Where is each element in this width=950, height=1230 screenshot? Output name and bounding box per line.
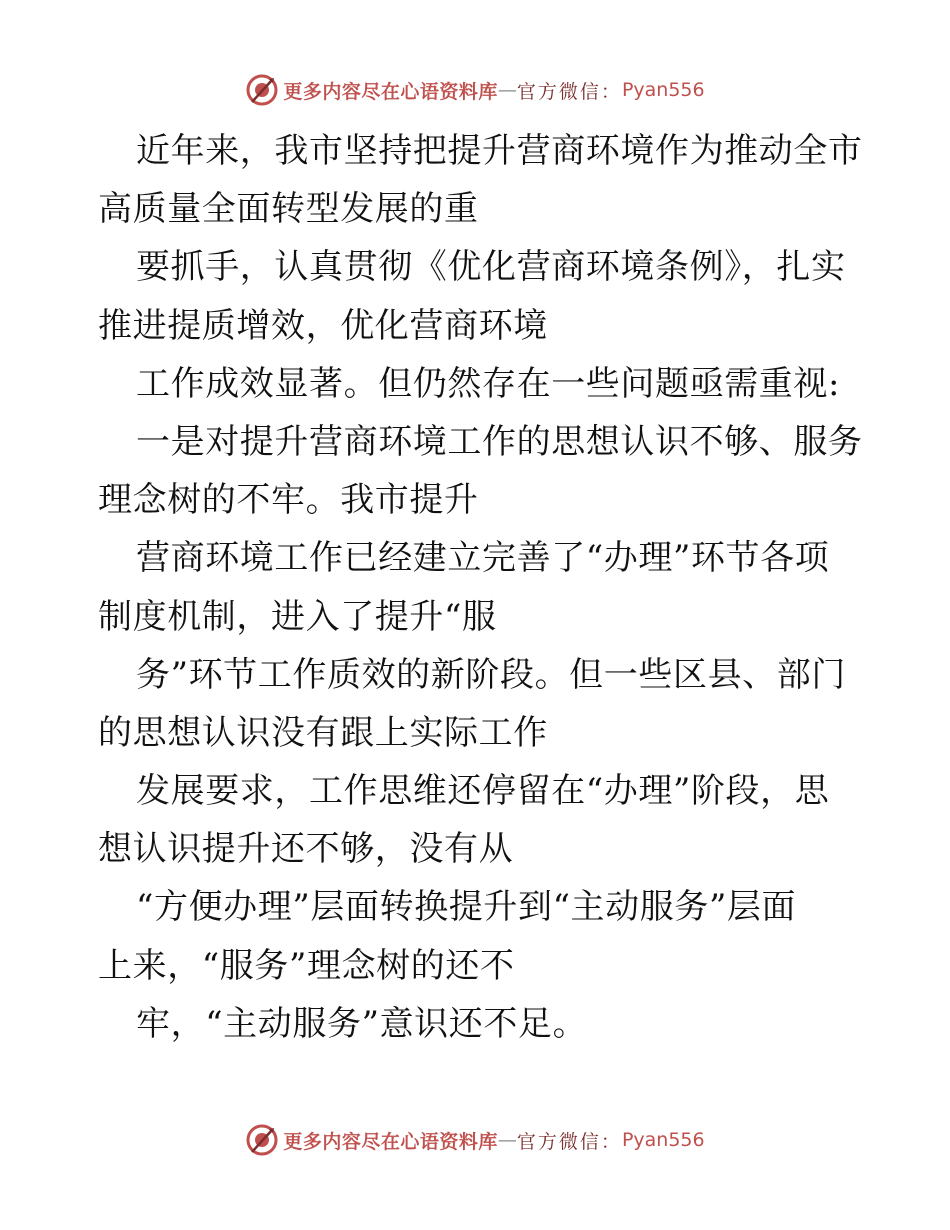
document-body <box>98 122 863 1053</box>
text-line: 的思想认识没有跟上实际工作 <box>98 712 548 753</box>
text-line: 要抓手，认真贯彻《优化营商环境条例》，扎实 <box>136 247 846 288</box>
header-separator: — <box>497 79 517 101</box>
text-line: 工作成效显著。但仍然存在一些问题亟需重视: <box>136 363 841 404</box>
footer-brand: 更多内容尽在心语资料库 <box>283 1130 498 1153</box>
text-line: 上来，“服务”理念树的还不 <box>98 945 515 986</box>
pen-logo-icon <box>245 1123 279 1157</box>
header-wechat-id: Pyan556 <box>621 79 705 101</box>
footer-banner <box>0 1120 950 1160</box>
text-line: 营商环境工作已经建立完善了“办理”环节各项 <box>136 538 830 579</box>
text-line: 近年来，我市坚持把提升营商环境作为推动全市 <box>136 131 863 171</box>
footer-wechat-id: Pyan556 <box>621 1129 705 1151</box>
pen-logo-icon <box>245 73 279 107</box>
header-brand: 更多内容尽在心语资料库 <box>283 80 498 103</box>
header-wechat-label: 官方微信： <box>516 80 622 103</box>
text-line: 理念树的不牢。我市提升 <box>98 480 479 521</box>
text-line: 牢，“主动服务”意识还不足。 <box>136 1003 588 1044</box>
text-line: 推进提质增效，优化营商环境 <box>98 305 548 346</box>
text-line: 发展要求，工作思维还停留在“办理”阶段，思 <box>136 771 830 812</box>
text-line: “方便办理”层面转换提升到“主动服务”层面 <box>136 887 797 928</box>
text-line: 想认识提升还不够，没有从 <box>98 829 514 870</box>
text-line: 制度机制，进入了提升“服 <box>98 596 497 637</box>
text-line: 高质量全面转型发展的重 <box>98 189 479 230</box>
footer-wechat-label: 官方微信： <box>516 1130 622 1153</box>
header-banner <box>0 70 950 110</box>
text-line: 务”环节工作质效的新阶段。但一些区县、部门 <box>136 654 846 695</box>
footer-separator: — <box>497 1129 517 1151</box>
text-line: 一是对提升营商环境工作的思想认识不够、服务 <box>136 421 863 462</box>
